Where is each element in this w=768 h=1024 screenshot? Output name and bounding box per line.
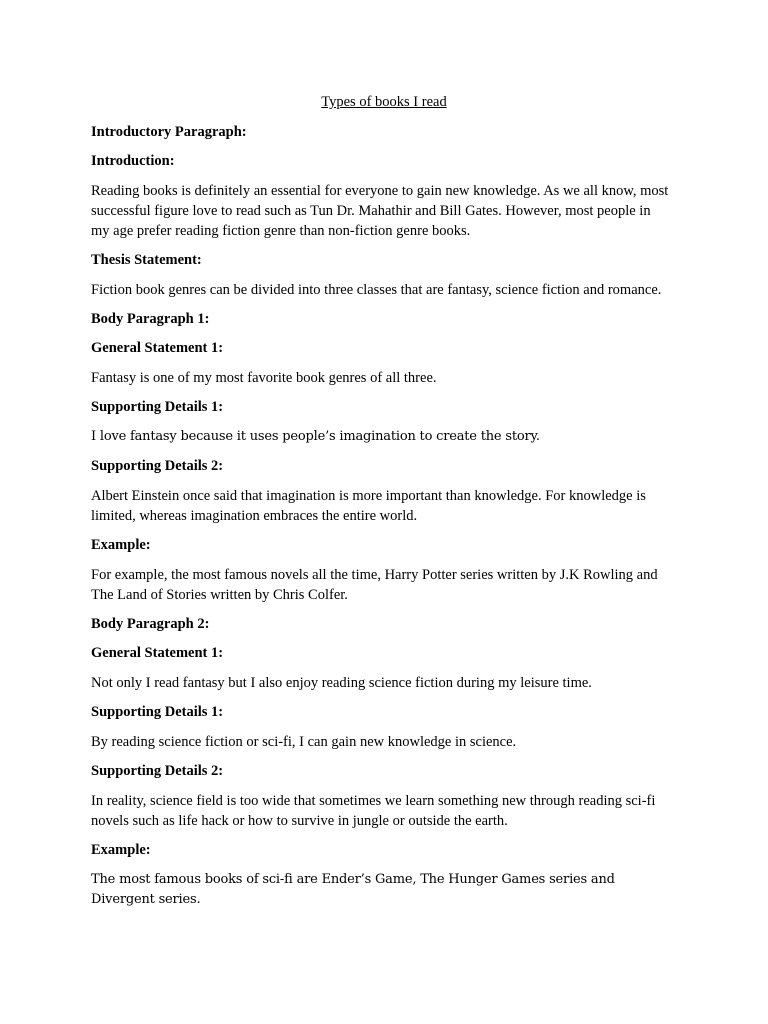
heading-introductory-paragraph: Introductory Paragraph:	[91, 124, 247, 140]
heading-body1-supporting-details-2: Supporting Details 2:	[91, 458, 224, 474]
heading-body2-supporting-details-2: Supporting Details 2:	[91, 763, 224, 779]
text-body1-example: For example, the most famous novels all the time, Harry Potter series written by J.K Rowling and The Land of Stories written by Chris Colfer.	[91, 567, 658, 603]
heading-body2-example: Example:	[91, 842, 151, 858]
heading-thesis-statement: Thesis Statement:	[91, 252, 202, 268]
heading-body1-general-statement: General Statement 1:	[91, 340, 224, 356]
heading-body-paragraph-1: Body Paragraph 1:	[91, 311, 210, 327]
heading-introduction: Introduction:	[91, 153, 175, 169]
text-body2-supporting-details-1: By reading science fiction or sci-fi, I can gain new knowledge in science.	[91, 734, 517, 750]
document-body	[91, 93, 671, 920]
text-body1-general-statement: Fantasy is one of my most favorite book genres of all three.	[91, 370, 437, 386]
text-body1-supporting-details-1: I love fantasy because it uses people’s imagination to create the story.	[91, 429, 540, 444]
heading-body2-general-statement: General Statement 1:	[91, 645, 224, 661]
heading-body2-supporting-details-1: Supporting Details 1:	[91, 704, 224, 720]
text-introduction: Reading books is definitely an essential for everyone to gain new knowledge. As we all know, most successful figure love to read such as Tun Dr. Mahathir and Bill Gates. However, most people in my age prefer reading fiction genre than non-fiction genre books.	[91, 183, 669, 239]
heading-body-paragraph-2: Body Paragraph 2:	[91, 616, 210, 632]
text-thesis-statement: Fiction book genres can be divided into three classes that are fantasy, science fiction and romance.	[91, 282, 662, 298]
text-body2-supporting-details-2: In reality, science field is too wide that sometimes we learn something new through reading sci-fi novels such as life hack or how to survive in jungle or outside the earth.	[91, 793, 656, 829]
heading-body1-example: Example:	[91, 537, 151, 553]
text-body1-supporting-details-2: Albert Einstein once said that imagination is more important than knowledge. For knowledge is limited, whereas imagination embraces the entire world.	[91, 488, 646, 524]
document-title: Types of books I read	[321, 94, 447, 110]
heading-body1-supporting-details-1: Supporting Details 1:	[91, 399, 224, 415]
text-body2-example: The most famous books of sci-fi are Ender’s Game, The Hunger Games series and Divergent series.	[91, 872, 615, 907]
text-body2-general-statement: Not only I read fantasy but I also enjoy reading science fiction during my leisure time.	[91, 675, 592, 691]
